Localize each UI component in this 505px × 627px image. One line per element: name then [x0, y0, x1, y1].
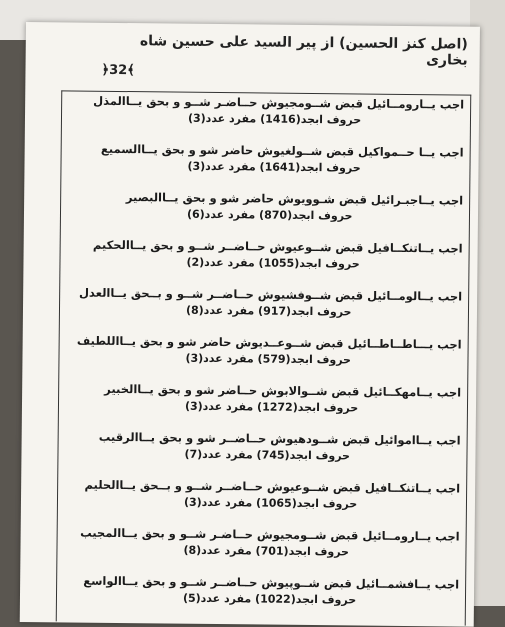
entry-value: حروف ابجد(870) مفرد عدد(6)	[186, 207, 353, 223]
entry-value: حروف ابجد(1641) مفرد عدد(3)	[187, 159, 361, 175]
entry-text: اجب يــافشمــائيل قبض شــوپيوش حــاضــر شــو و بحق يــاالواسع	[83, 573, 460, 592]
list-item	[57, 571, 465, 623]
entry-value: حروف ابجد(1065) مفرد عدد(3)	[183, 495, 358, 511]
entry-value: حروف ابجد(1416) مفرد عدد(3)	[187, 111, 362, 127]
list-item	[58, 475, 466, 527]
entry-value: حروف ابجد(1055) مفرد عدد(2)	[186, 255, 360, 271]
entry-text: اجب يــارومــائيل قبض شــومجيوش حــاضـر شــو و بحق يــاالمذل	[93, 93, 465, 112]
list-item	[60, 283, 468, 335]
entry-text: اجب يــالومــائيل قبض شــوفشيوش حــاضــر شــو و بــحق يــاالعدل	[78, 285, 463, 304]
list-item	[61, 187, 469, 239]
entry-text: اجب يــاتنكــافيل قبض شــوعيوش حــاضــر شــو و بــحق يــاالحليم	[84, 477, 461, 496]
entry-value: حروف ابجد(579) مفرد عدد(3)	[185, 351, 352, 367]
book-page	[20, 22, 480, 627]
entry-text: اجب يــارومــائيل قبض شــومجيوش حــاضـر شــو و بحق يــاالمجيب	[80, 525, 460, 544]
page-title: (اصل كنز الحسين) از پير السيد على حسين شاه بخارى	[139, 33, 468, 69]
entry-text: اجب يــا حــمواكيل قبض شــولغيوش حاضر شو و بحق يــاالسميع	[100, 141, 464, 160]
entry-text: اجب يــااموائيل قبض شــودهيوش حــاضــر شو و بحق يــاالرقيب	[98, 429, 461, 448]
entry-value: حروف ابجد(1272) مفرد عدد(3)	[184, 399, 359, 415]
list-item	[60, 235, 468, 287]
list-item	[61, 139, 469, 191]
entry-text: اجب يـــاطــاطــائيل قبض شــوعــديوش حاضر شو و بحق يــااللطيف	[76, 333, 462, 352]
entry-value: حروف ابجد(701) مفرد عدد(8)	[183, 543, 350, 559]
page-header	[25, 22, 480, 93]
entry-text: اجب يــاتنكــافيل قبض شــوعيوش حــاضــر شــو و بحق يــاالحكيم	[92, 237, 463, 256]
entry-value: حروف ابجد(917) مفرد عدد(8)	[185, 303, 352, 319]
list-item	[57, 523, 465, 575]
entry-text: اجب يــامهكــائيل قبض شــوالابوش حــاضر شو و بحق يــاالخبير	[104, 381, 462, 400]
entry-text: اجب يــاجبـرائيل قبض شـوويوش حاضر شو و بحق يــاالبصير	[125, 190, 464, 208]
list-item	[59, 331, 467, 383]
list-item	[58, 427, 466, 479]
list-item	[59, 379, 467, 431]
entry-value: حروف ابجد(1022) مفرد عدد(5)	[182, 591, 357, 607]
list-item	[62, 91, 470, 143]
page-number: ﴿32﴾	[101, 62, 135, 79]
entries-box	[56, 90, 472, 625]
entry-value: حروف ابجد(745) مفرد عدد(7)	[184, 447, 351, 463]
